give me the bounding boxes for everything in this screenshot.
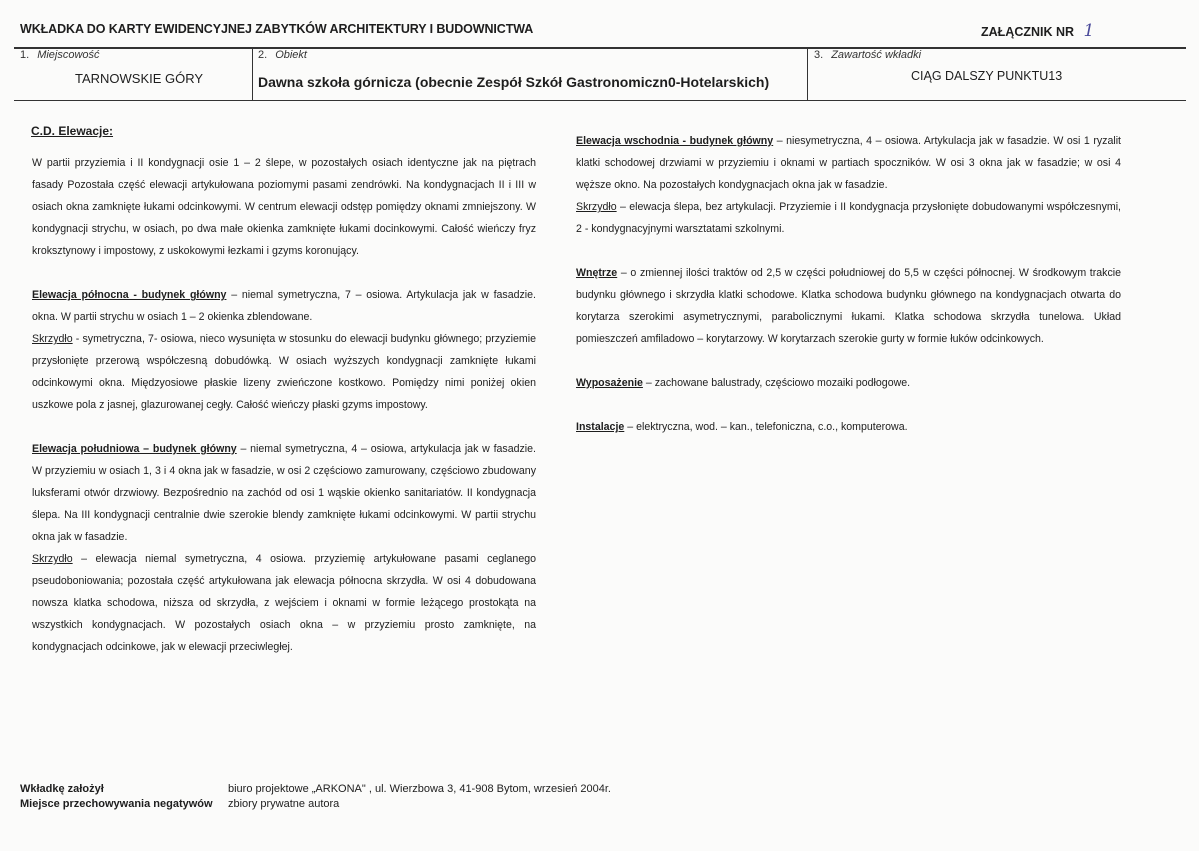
created-by-value: biuro projektowe „ARKONA" , ul. Wierzbowa 3, 41-908 Bytom, wrzesień 2004r. bbox=[228, 783, 611, 795]
equipment-paragraph: Wyposażenie – zachowane balustrady, częściowo mozaiki podłogowe. bbox=[576, 377, 911, 389]
contents-label: 3. Zawartość wkładki bbox=[814, 49, 922, 61]
contents-value: CIĄG DALSZY PUNKTU13 bbox=[911, 69, 1063, 83]
east-elevation-paragraph: Elewacja wschodnia - budynek główny – niesymetryczna, 4 – osiowa. Artykulacja jak w fasadzie. W osi 1 ryzalit klatki schodowej drzwiami w przyziemiu i oknami w partiach spoczników. W osi 3 okna jak w fasadzie; w osi 4 węższe okno. Na pozostałych kondygnacjach okna jak w fasadzie. bbox=[576, 135, 1121, 191]
created-by-label: Wkładkę założył bbox=[20, 783, 104, 795]
north-wing-paragraph: Skrzydło - symetryczna, 7- osiowa, nieco wysunięta w stosunku do elewacji budynku głównego; przyziemie przysłonięte przerową współczesną dobudówką. W osiach wyższych kondygnacji zamknięte łukami odcinkowymi okna. Międzyosiowe płaskie lizeny zwieńczone kostkowo. Pomiędzy nimi poniżej okien uszkowe pola z jasnej, glazurowanej cegły. Całość wieńczy płaski gzyms impostowy. bbox=[32, 333, 536, 411]
right-column bbox=[576, 130, 1121, 438]
header-divider-1 bbox=[252, 48, 253, 100]
attachment-label-group bbox=[981, 21, 1094, 41]
attachment-number: 1 bbox=[1083, 21, 1095, 41]
negatives-location-label: Miejsce przechowywania negatywów bbox=[20, 798, 213, 810]
object-value: Dawna szkoła górnicza (obecnie Zespół Szkół Gastronomiczn0-Hotelarskich) bbox=[258, 74, 770, 90]
header-top-rule bbox=[14, 47, 1186, 49]
east-wing-paragraph: Skrzydło – elewacja ślepa, bez artykulacji. Przyziemie i II kondygnacja przysłonięte dobudowanymi współczesnymi, 2 - kondygnacyjnymi warsztatami szkolnymi. bbox=[576, 201, 1121, 235]
intro-paragraph: W partii przyziemia i II kondygnacji osie 1 – 2 ślepe, w pozostałych osiach identyczne jak na piętrach fasady Pozostała część elewacji artykułowana poziomymi pasami zendrówki. Na kondygnacjach II i III w osiach okna zamknięte łukami odcinkowymi. W centrum elewacji odstęp pomiędzy oknami zmniejszony. W kondygnacji strychu, w osiach, po dwa małe okienka zamknięte łukami docinkowymi. Całość wieńczy fryz kroksztynowy i impostowy, z uskokowymi łezkami i gzyms koronujący. bbox=[32, 157, 536, 257]
object-label: 2. Obiekt bbox=[258, 49, 307, 61]
section-title: C.D. Elewacje: bbox=[31, 124, 114, 138]
south-wing-paragraph: Skrzydło – elewacja niemal symetryczna, 4 osiowa. przyziemię artykułowane pasami ceglanego pseudoboniowania; pozostała część artykułowana jak elewacja północna skrzydła. W osi 4 dobudowana nowsza klatka schodowa, niższa od skrzydła, z wejściem i oknami w formie leżącego prostokąta na wszystkich kondygnacjach. W pozostałych osiach okna – w przyziemiu prosto zamknięte, na kondygnacjach odcinkowe, jak w elewacji przeciwległej. bbox=[32, 553, 536, 653]
south-elevation-paragraph: Elewacja południowa – budynek główny – niemal symetryczna, 4 – osiowa, artykulacja jak w fasadzie. W przyziemiu w osiach 1, 3 i 4 okna jak w fasadzie, w osi 2 częściowo zamurowany, częściowo zbudowany luksferami otwór drzwiowy. Bezpośrednio na zachód od osi 1 wąskie okienko sanitariatów. II kondygnacja ślepa. Na III kondygnacji centralnie dwie szerokie blendy zamknięte łukami odcinkowymi. W partii strychu okna jak w fasadzie. bbox=[32, 443, 536, 543]
negatives-location-value: zbiory prywatne autora bbox=[228, 798, 340, 810]
north-elevation-paragraph: Elewacja północna - budynek główny – niemal symetryczna, 7 – osiowa. Artykulacja jak w fasadzie. okna. W partii strychu w osiach 1 – 2 okienka zblendowane. bbox=[32, 289, 536, 323]
attachment-label: ZAŁĄCZNIK NR bbox=[981, 25, 1075, 39]
locality-label: 1. Miejscowość bbox=[20, 49, 100, 61]
locality-value: TARNOWSKIE GÓRY bbox=[75, 71, 204, 86]
installations-paragraph: Instalacje – elektryczna, wod. – kan., telefoniczna, c.o., komputerowa. bbox=[576, 421, 908, 433]
document-title: WKŁADKA DO KARTY EWIDENCYJNEJ ZABYTKÓW ARCHITEKTURY I BUDOWNICTWA bbox=[20, 22, 534, 36]
left-column bbox=[32, 152, 536, 658]
header-bottom-rule bbox=[14, 100, 1186, 101]
header-divider-2 bbox=[807, 48, 808, 100]
interior-paragraph: Wnętrze – o zmiennej ilości traktów od 2,5 w części południowej do 5,5 w części północnej. W środkowym trakcie budynku głównego i skrzydła klatki schodowe. Klatka schodowa budynku głównego na kondygnacjach otwarta do korytarza szerokimi asymetrycznymi, parabolicznymi łukami. Klatka schodowa skrzydła tunelowa. Układ pomieszczeń amfiladowo – korytarzowy. W korytarzach szerokie gurty w formie łuków odcinkowych. bbox=[576, 267, 1121, 345]
